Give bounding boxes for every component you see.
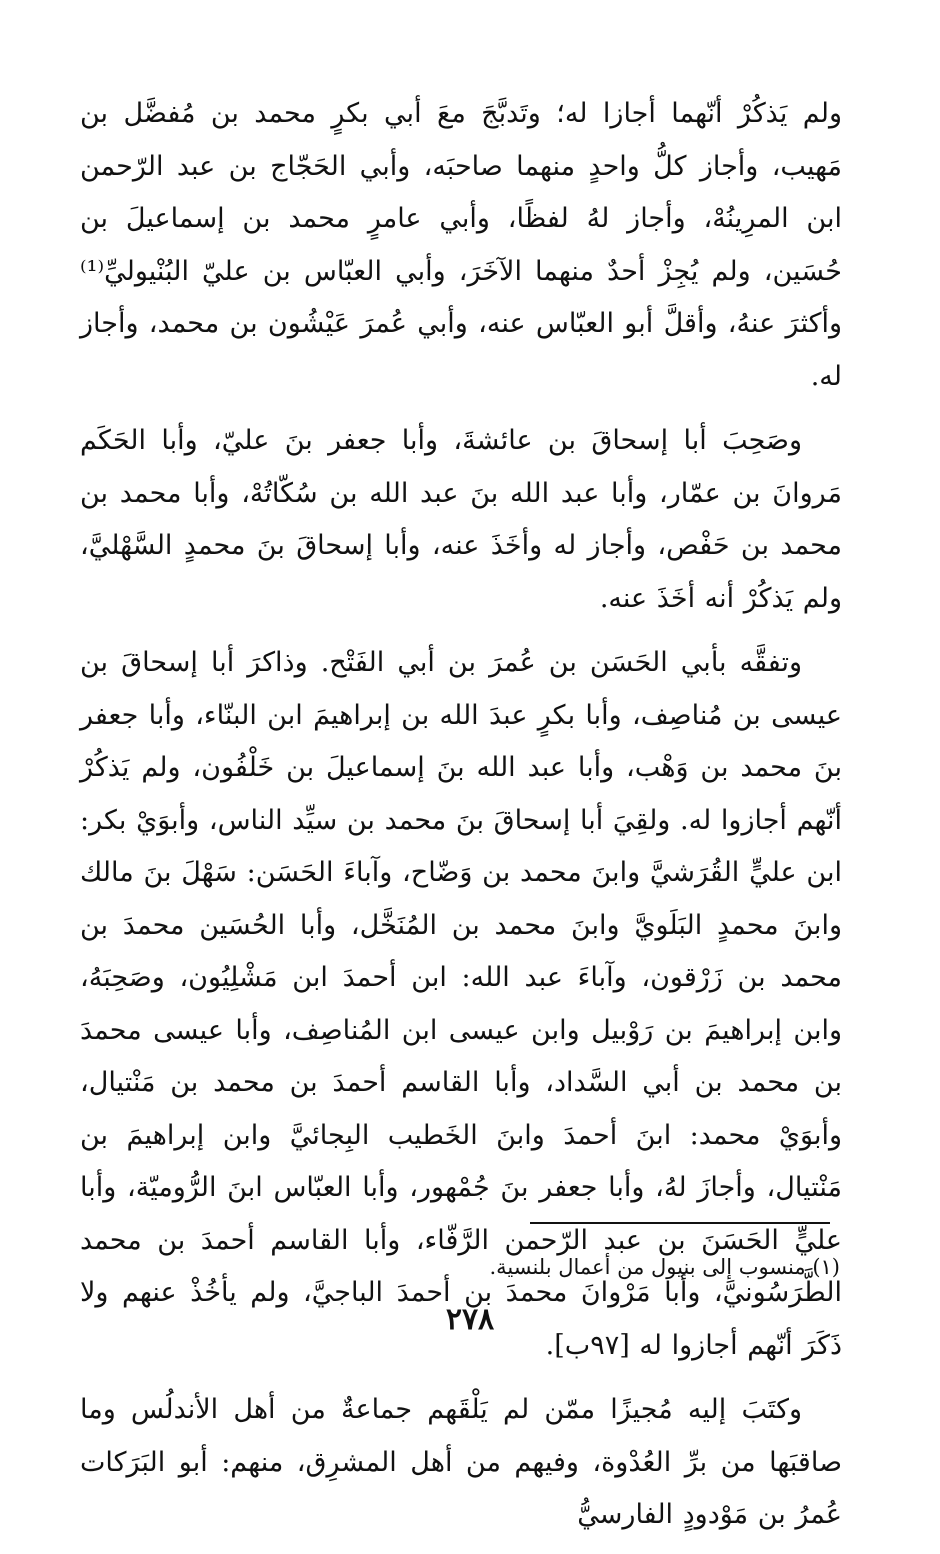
paragraph-1: ولم يَذكُرْ أنّهما أجازا له؛ وتَدبَّجَ معَ أبي بكرٍ محمد بن مُفضَّل بن مَهيب، وأجاز كلُّ واحدٍ منهما صاحبَه، وأبي الحَجّاج بن عبد الرّحمن ابن المرِينُهْ، وأجاز لهُ لفظًا، وأبي عامرٍ محمد بن إسماعيلَ بن حُسَين، ولم يُجِزْ أحدٌ منهما الآخَرَ، وأبي العبّاس بن عليّ البُنْيوليِّ⁽¹⁾ وأكثرَ عنهُ، وأقلَّ أبو العبّاس عنه، وأبي عُمرَ عَيْشُون بن محمد، وأجاز له.	[80, 98, 842, 392]
footnote: (١) منسوب إلى بنيول من أعمال بلنسية.	[489, 1255, 840, 1279]
footnote-divider	[530, 1222, 830, 1224]
paragraph-3: وتفقَّه بأبي الحَسَن بن عُمرَ بن أبي الفَتْح. وذاكرَ أبا إسحاقَ بن عيسى بن مُناصِف، وأبا بكرٍ عبدَ الله بن إبراهيمَ ابن البنّاء، وأبا جعفر بنَ محمد بن وَهْب، وأبا عبد الله بنَ إسماعيلَ بن خَلْفُون، ولم يَذكُرْ أنّهم أجازوا له. ولقِيَ أبا إسحاقَ بنَ محمد بن سيِّد الناس، وأبوَيْ بكر: ابن عليٍّ القُرَشيَّ وابنَ محمد بن وَضّاح، وآباءَ الحَسَن: سَهْلَ بنَ مالك وابنَ محمدٍ البَلَويَّ وابنَ محمد بن المُنَخَّل، وأبا الحُسَين محمدَ بن محمد بن زَرْقون، وآباءَ عبد الله: ابن أحمدَ ابن مَشْلِيُون، وصَحِبَهُ، وابن إبراهيمَ بن رَوْبيل وابن عيسى ابن المُناصِف، وأبا عيسى محمدَ بن محمد بن أبي السَّداد، وأبا القاسم أحمدَ بن محمد بن مَنْتيال، وأبوَيْ محمد: ابنَ أحمدَ وابنَ الخَطيب البِجائيَّ وابن إبراهيمَ بن مَنْتيال، وأجازَ لهُ، وأبا جعفر بنَ جُمْهور، وأبا العبّاس ابنَ الرُّوميّة، وأبا عليٍّ الحَسَنَ بن عبد الرّحمن الرَّفّاء، وأبا القاسم أحمدَ بن محمد الطَّرَسُونيَّ، وأبا مَرْوانَ محمدَ بن أحمدَ الباجيَّ، ولم يأخُذْ عنهم ولا ذَكَرَ أنّهم أجازوا له [٩٧ب].	[80, 647, 842, 1361]
page-number: ٢٧٨	[445, 1302, 495, 1337]
paragraph-2: وصَحِبَ أبا إسحاقَ بن عائشةَ، وأبا جعفر بنَ عليّ، وأبا الحَكَم مَروانَ بن عمّار، وأبا عبد الله بنَ عبد الله بن سُكّاتُهْ، وأبا محمد بن محمد بن حَفْص، وأجاز له وأخَذَ عنه، وأبا إسحاقَ بنَ محمدٍ السَّهْليَّ، ولم يَذكُرْ أنه أخَذَ عنه.	[80, 425, 842, 614]
paragraph-4: وكتَبَ إليه مُجيزًا ممّن لم يَلْقَهم جماعةٌ من أهل الأندلُس وما صاقبَها من برِّ العُدْوة، وفيهم من أهل المشرِق، منهم: أبو البَرَكات عُمرُ بن مَوْدودٍ الفارسيُّ	[80, 1394, 842, 1530]
